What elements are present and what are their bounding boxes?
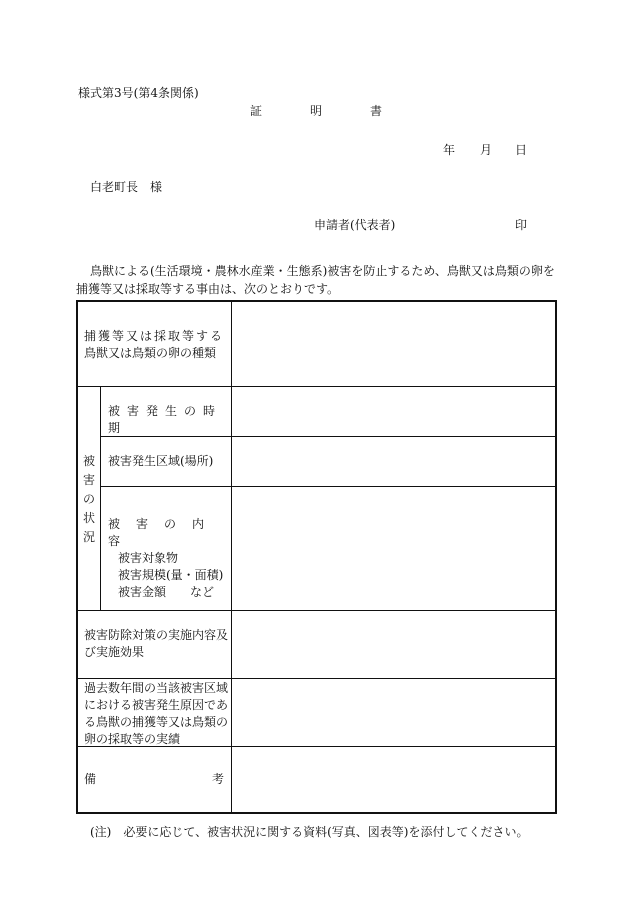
damage-area-label: 被害発生区域(場所) xyxy=(108,454,214,468)
remarks-char: 備 xyxy=(84,772,97,786)
remarks-input-cell[interactable] xyxy=(232,747,555,812)
intro-line-1: 鳥獣による(生活環境・農林水産業・生態系)被害を防止するため、鳥獣又は鳥類の卵を xyxy=(90,264,555,278)
countermeasures-input-cell[interactable] xyxy=(232,611,555,678)
title-char: 書 xyxy=(369,104,382,118)
past-record-label-line: る鳥獣の捕獲等又は鳥類の xyxy=(84,715,229,729)
past-record-label-line: における被害発生原因であ xyxy=(84,698,229,712)
date-month-label: 月 xyxy=(480,143,493,157)
remarks-char: 考 xyxy=(211,772,224,786)
species-input-cell[interactable] xyxy=(232,302,555,386)
footnote: (注) 必要に応じて、被害状況に関する資料(写真、図表等)を添付してください。 xyxy=(90,825,529,839)
species-label-line: 鳥獣又は鳥類の卵の種類 xyxy=(84,346,217,360)
damage-content-input-cell[interactable] xyxy=(232,487,555,610)
addressee: 白老町長 様 xyxy=(90,180,163,194)
past-record-input-cell[interactable] xyxy=(232,679,555,746)
damage-status-char: 被 xyxy=(82,454,95,468)
damage-status-char: の xyxy=(82,492,95,506)
damage-content-title: 被害の内容 xyxy=(108,517,221,548)
damage-content-item: 被害金額 など xyxy=(118,585,215,599)
date-day-label: 日 xyxy=(515,143,528,157)
damage-report-table xyxy=(76,300,557,814)
title-char: 証 xyxy=(250,104,263,118)
date-year-label: 年 xyxy=(443,143,456,157)
damage-content-label xyxy=(108,516,228,601)
remarks-label xyxy=(84,771,224,788)
damage-status-char: 害 xyxy=(82,473,95,487)
damage-area-input-cell[interactable] xyxy=(232,437,555,486)
past-record-label xyxy=(84,680,230,748)
table-divider xyxy=(100,386,101,610)
damage-status-label xyxy=(78,452,100,547)
damage-time-label: 被害発生の時期 xyxy=(108,404,223,435)
form-number: 様式第3号(第4条関係) xyxy=(78,86,199,100)
damage-content-item: 被害対象物 xyxy=(118,551,179,565)
damage-status-char: 状 xyxy=(82,511,95,525)
species-label xyxy=(84,328,226,362)
title-char: 明 xyxy=(309,104,322,118)
damage-content-item: 被害規模(量・面積) xyxy=(118,568,224,582)
applicant-label: 申請者(代表者) xyxy=(314,218,396,232)
countermeasures-label-line: 被害防除対策の実施内容及 xyxy=(84,628,229,642)
page-title xyxy=(250,102,382,119)
seal-mark: 印 xyxy=(515,218,528,232)
countermeasures-label xyxy=(84,627,230,661)
damage-status-char: 況 xyxy=(82,530,95,544)
intro-line-2: 捕獲等又は採取等する事由は、次のとおりです。 xyxy=(76,282,340,296)
damage-time-input-cell[interactable] xyxy=(232,387,555,436)
species-label-line: 捕獲等又は採取等する xyxy=(84,329,225,343)
past-record-label-line: 卵の採取等の実績 xyxy=(84,732,181,746)
countermeasures-label-line: び実施効果 xyxy=(84,645,145,659)
past-record-label-line: 過去数年間の当該被害区域 xyxy=(84,681,229,695)
